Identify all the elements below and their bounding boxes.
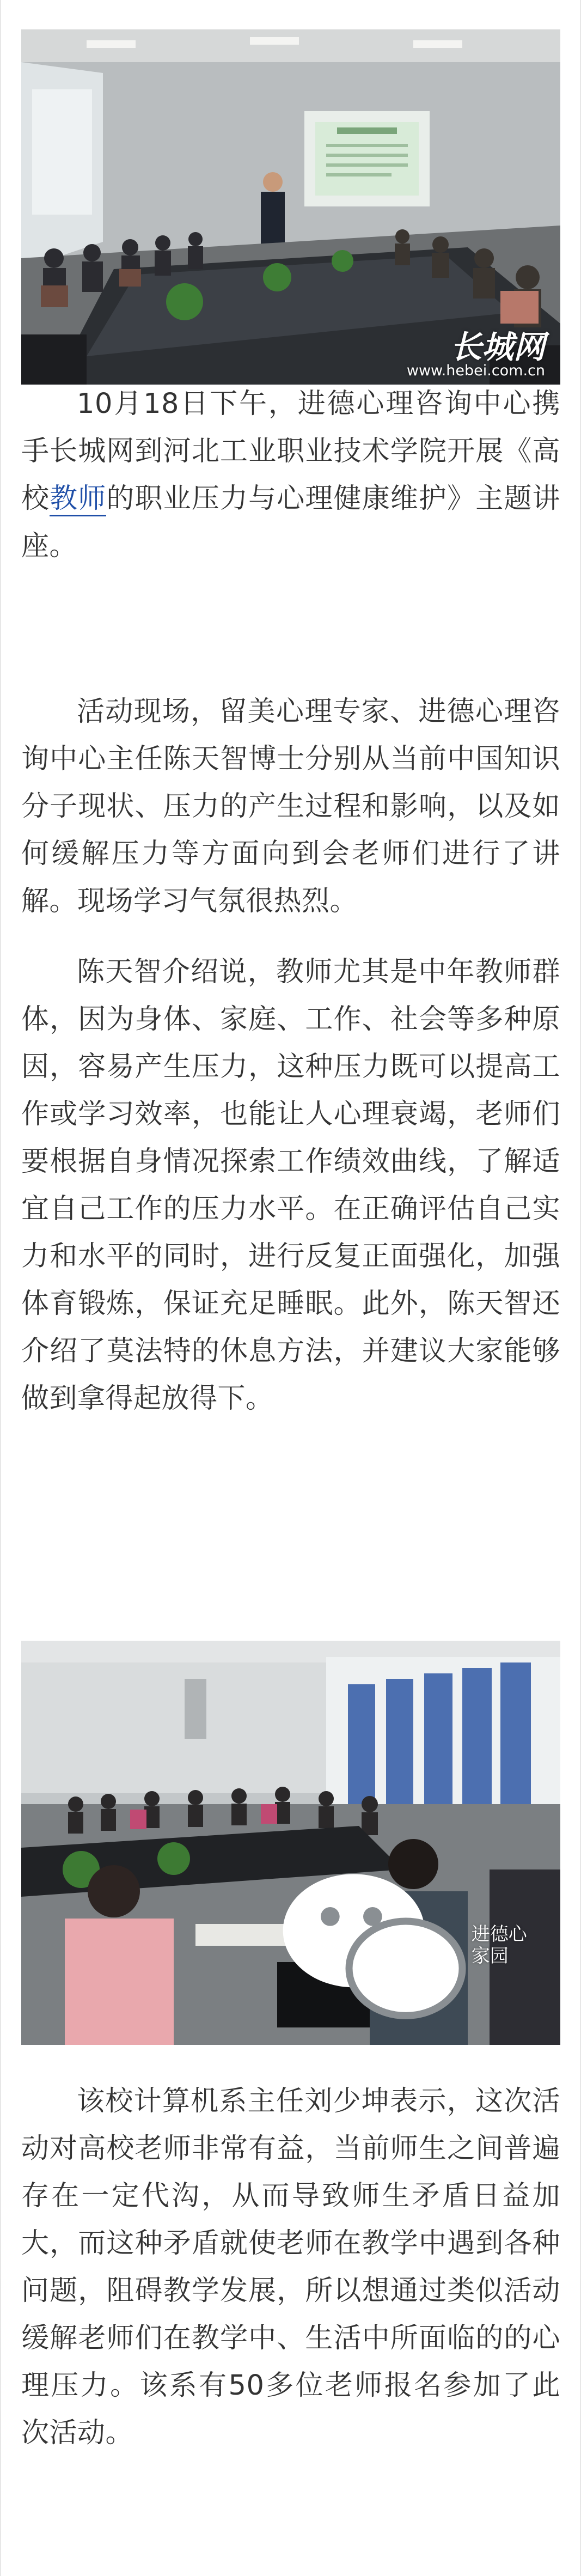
watermark-jinde (278, 1865, 539, 2025)
watermark-url-text: www.hebei.com.cn (406, 362, 545, 379)
teacher-keyword-link[interactable]: 教师 (50, 483, 106, 516)
watermark-text: 进德心家园 (471, 1923, 527, 1967)
watermark-logo-text: 长城网 (450, 328, 545, 366)
article-paragraph-1 (21, 380, 560, 570)
article-paragraph-4: 该校计算机系主任刘少坤表示，这次活动对高校老师非常有益，当前师生之间普遍存在一定代沟，从而导致师生矛盾日益加大，而这种矛盾就使老师在教学中遇到各种问题，阻碍教学发展，所以想通过类似活动缓解老师们在教学中、生活中所面临的的心理压力。该系有50多位老师报名参加了此次活动。 (21, 2085, 560, 2449)
audience-photo (21, 1641, 560, 2045)
lecture-photo (21, 29, 560, 385)
wechat-icon (278, 1865, 467, 2025)
article-paragraph-2: 活动现场，留美心理专家、进德心理咨询中心主任陈天智博士分别从当前中国知识分子现状、压力的产生过程和影响，以及如何缓解压力等方面向到会老师们进行了讲解。现场学习气氛很热烈。 (21, 696, 560, 917)
paragraph-1-text-end: 的职业压力与心理健康维护》主题讲座。 (21, 483, 560, 562)
paragraph-1-text-start: 10月18日下午，进德心理咨询中心携手长城网到河北工业职业技术学院开展《高校 (21, 388, 560, 515)
watermark-hebei (406, 328, 545, 379)
article-paragraph-3: 陈天智介绍说，教师尤其是中年教师群体，因为身体、家庭、工作、社会等多种原因，容易产生压力，这种压力既可以提高工作或学习效率，也能让人心理衰竭，老师们要根据自身情况探索工作绩效曲线，了解适宜自己工作的压力水平。在正确评估自己实力和水平的同时，进行反复正面强化，加强体育锻炼，保证充足睡眠。此外，陈天智还介绍了莫法特的休息方法，并建议大家能够做到拿得起放得下。 (21, 956, 560, 1415)
